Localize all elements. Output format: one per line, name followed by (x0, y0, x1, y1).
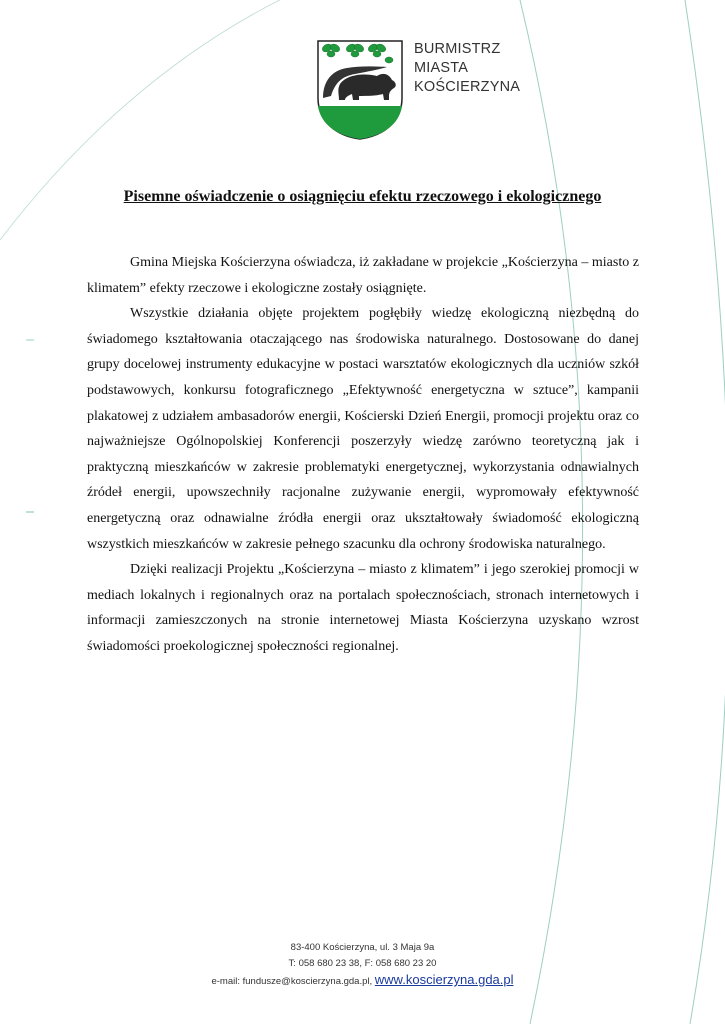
issuer-line: BURMISTRZ (414, 41, 501, 57)
footer-contact (0, 972, 725, 990)
document-body (87, 250, 639, 660)
website-link[interactable]: www.koscierzyna.gda.pl (374, 972, 514, 987)
paragraph: Gmina Miejska Kościerzyna oświadcza, iż zakładane w projekcie „Kościerzyna – miasto z klimatem” efekty rzeczowe i ekologiczne zostały osiągnięte. (87, 255, 639, 296)
letterhead (317, 40, 557, 140)
coat-of-arms-logo (317, 40, 403, 140)
document-title: Pisemne oświadczenie o osiągnięciu efektu rzeczowego i ekologicznego (123, 188, 602, 205)
footer-address: 83-400 Kościerzyna, ul. 3 Maja 9a (290, 942, 435, 953)
footer-phone: T: 058 680 23 38, F: 058 680 23 20 (288, 958, 437, 969)
issuer-line: MIASTA (414, 60, 469, 76)
paragraph: Wszystkie działania objęte projektem pogłębiły wiedzę ekologiczną niezbędną do świadomego kształtowania otaczającego nas środowiska naturalnego. Dostosowane do danej grupy docelowej instrumenty edukacyjne w postaci warsztatów ekologicznych dla uczniów szkół podstawowych, konkursu fotograficznego „Efektywność energetyczna w sztuce”, kampanii plakatowej z udziałem ambasadorów energii, Kościerski Dzień Energii, promocji projektu oraz co najważniejsze Ogólnopolskiej Konferencji poszerzyły wiedzę zarówno teoretyczną jak i praktyczną mieszkańców w zakresie problematyki energetycznej, wykorzystania odnawialnych źródeł energii, upowszechniły racjonalne zużywanie energii, wypromowały efektywność energetyczną oraz odnawialne źródła energii oraz ukształtowały świadomość ekologiczną wszystkich mieszkańców w zakresie pełnego szacunku dla ochrony środowiska naturalnego. (87, 306, 639, 552)
paragraph: Dzięki realizacji Projektu „Kościerzyna – miasto z klimatem” i jego szerokiej promocji w mediach lokalnych i regionalnych oraz na portalach społecznościach, stronach internetowych i informacji zamieszczonych na stronie internetowej Miasta Kościerzyna uzyskano wzrost świadomości proekologicznej społeczności regionalnej. (87, 562, 639, 654)
footer-email: e-mail: fundusze@koscierzyna.gda.pl, (211, 976, 373, 987)
footer (0, 940, 725, 990)
issuer-line: KOŚCIERZYNA (414, 79, 521, 95)
issuer-name (414, 40, 520, 97)
